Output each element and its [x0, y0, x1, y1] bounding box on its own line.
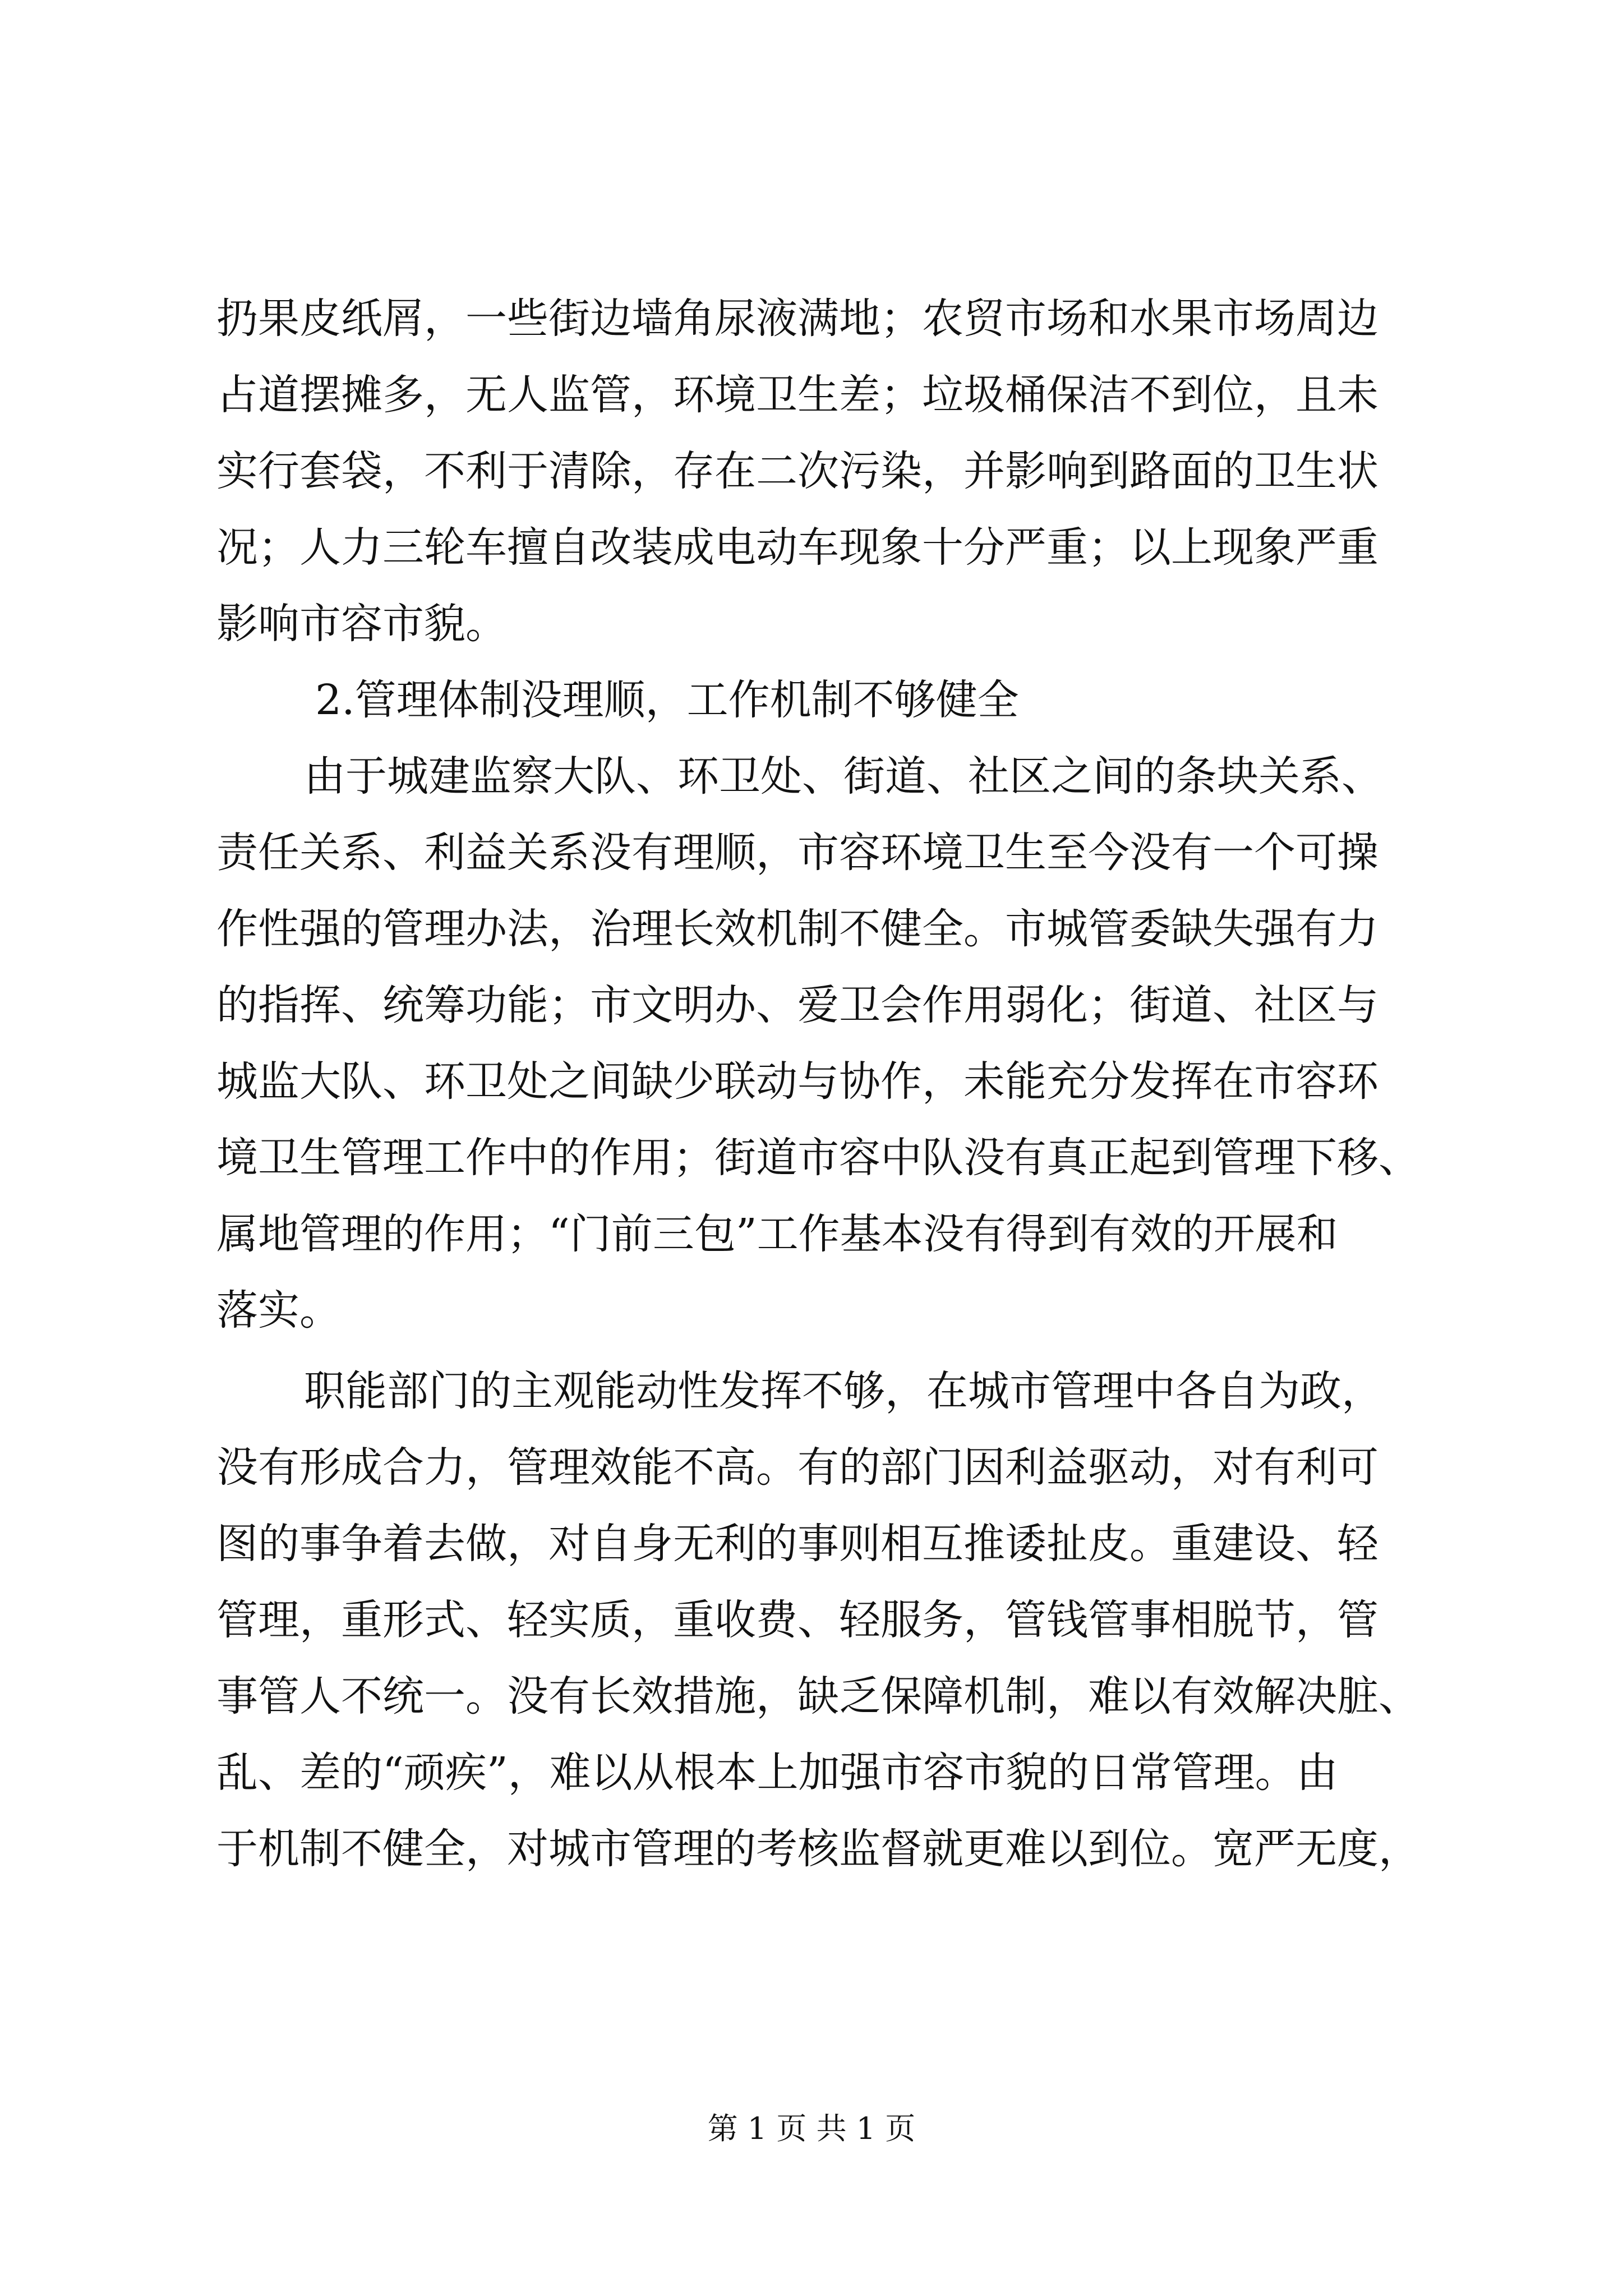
body-line: 没有形成合力，管理效能不高。有的部门因利益驱动，对有利可	[216, 1443, 1378, 1492]
body-line: 影响市容市貌。	[216, 600, 507, 648]
paragraph-gap	[216, 1349, 1411, 1353]
body-line: 落实。	[216, 1286, 341, 1335]
body-line: 于机制不健全，对城市管理的考核监督就更难以到位。宽严无度，	[216, 1825, 1420, 1873]
body-line: 况；人力三轮车擅自改装成电动车现象十分严重；以上现象严重	[216, 523, 1378, 572]
body-line: 管理，重形式、轻实质，重收费、轻服务，管钱管事相脱节，管	[216, 1596, 1378, 1644]
body-line: 责任关系、利益关系没有理顺，市容环境卫生至今没有一个可操	[216, 829, 1378, 877]
body-line: 实行套袋，不利于清除，存在二次污染，并影响到路面的卫生状	[216, 447, 1378, 495]
body-line: 的指挥、统筹功能；市文明办、爱卫会作用弱化；街道、社区与	[216, 981, 1378, 1029]
document-body	[216, 280, 1420, 1887]
body-line: 事管人不统一。没有长效措施，缺乏保障机制，难以有效解决脏、	[216, 1672, 1420, 1720]
paragraph-first-line: 由于城建监察大队、环卫处、街道、社区之间的条块关系、	[304, 752, 1383, 800]
body-line: 城监大队、环卫处之间缺少联动与协作，未能充分发挥在市容环	[216, 1057, 1378, 1106]
body-line: 作性强的管理办法，治理长效机制不健全。市城管委缺失强有力	[216, 905, 1378, 953]
body-line: 属地管理的作用；“门前三包”工作基本没有得到有效的开展和	[216, 1210, 1338, 1258]
body-line: 扔果皮纸屑，一些街边墙角尿液满地；农贸市场和水果市场周边	[216, 295, 1378, 343]
body-line: 图的事争着去做，对自身无利的事则相互推诿扯皮。重建设、轻	[216, 1520, 1378, 1568]
body-line: 境卫生管理工作中的作用；街道市容中队没有真正起到管理下移、	[216, 1134, 1420, 1182]
body-line: 占道摆摊多，无人监管，环境卫生差；垃圾桶保洁不到位，且未	[216, 371, 1378, 419]
body-line: 乱、差的“顽疾”，难以从根本上加强市容市貌的日常管理。由	[216, 1749, 1338, 1797]
section-heading: 2.管理体制没理顺，工作机制不够健全	[315, 676, 1019, 724]
paragraph-first-line: 职能部门的主观能动性发挥不够，在城市管理中各自为政，	[304, 1367, 1383, 1415]
page-number-footer: 第 1 页 共 1 页	[707, 2111, 916, 2146]
